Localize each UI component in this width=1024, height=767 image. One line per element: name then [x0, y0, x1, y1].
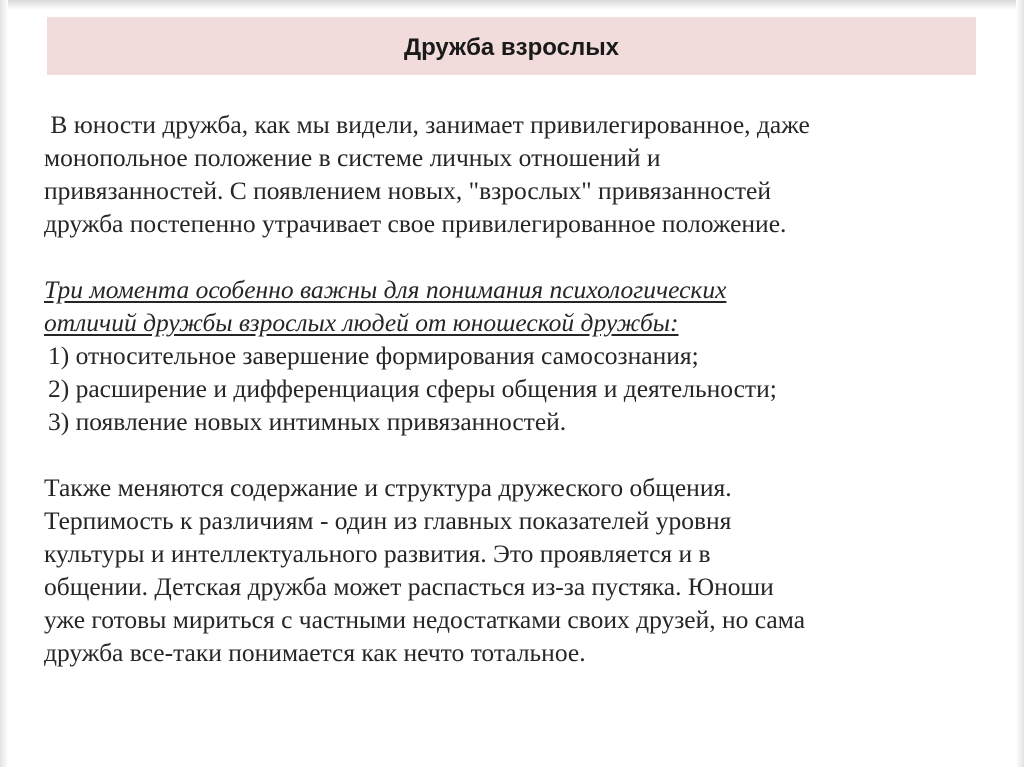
list-item: 1) относительное завершение формирования самосознания; — [48, 341, 699, 370]
emphasis-line: отличий дружбы взрослых людей от юношеской дружбы: — [44, 308, 679, 337]
paragraph-line: дружба все-таки понимается как нечто тотальное. — [44, 638, 586, 667]
emphasis-line: Три момента особенно важны для понимания психологических — [44, 275, 727, 304]
paragraph-line: Терпимость к различиям - один из главных показателей уровня — [44, 506, 732, 535]
paragraph-line: дружба постепенно утрачивает свое привилегированное положение. — [44, 209, 787, 238]
paragraph-gap — [44, 240, 994, 273]
slide-top-shadow — [0, 0, 1024, 10]
slide-left-shadow — [0, 0, 8, 767]
paragraph-line: привязанностей. С появлением новых, "взрослых" привязанностей — [44, 176, 772, 205]
paragraph-line: В юности дружба, как мы видели, занимает привилегированное, даже — [44, 110, 810, 139]
paragraph-gap — [44, 438, 994, 471]
paragraph-line: общении. Детская дружба может распасться из-за пустяка. Юноши — [44, 572, 774, 601]
paragraph-line: уже готовы мириться с частными недостатками своих друзей, но сама — [44, 605, 806, 634]
slide-content — [44, 108, 994, 669]
paragraph-line: Также меняются содержание и структура дружеского общения. — [44, 473, 732, 502]
slide-title: Дружба взрослых — [403, 34, 620, 61]
list-item: 3) появление новых интимных привязанностей. — [48, 407, 567, 436]
slide-right-shadow — [1016, 0, 1024, 767]
title-bar — [47, 17, 976, 75]
paragraph-line: культуры и интеллектуального развития. Это проявляется и в — [44, 539, 711, 568]
paragraph-line: монопольное положение в системе личных отношений и — [44, 143, 661, 172]
list-item: 2) расширение и дифференциация сферы общения и деятельности; — [48, 374, 777, 403]
